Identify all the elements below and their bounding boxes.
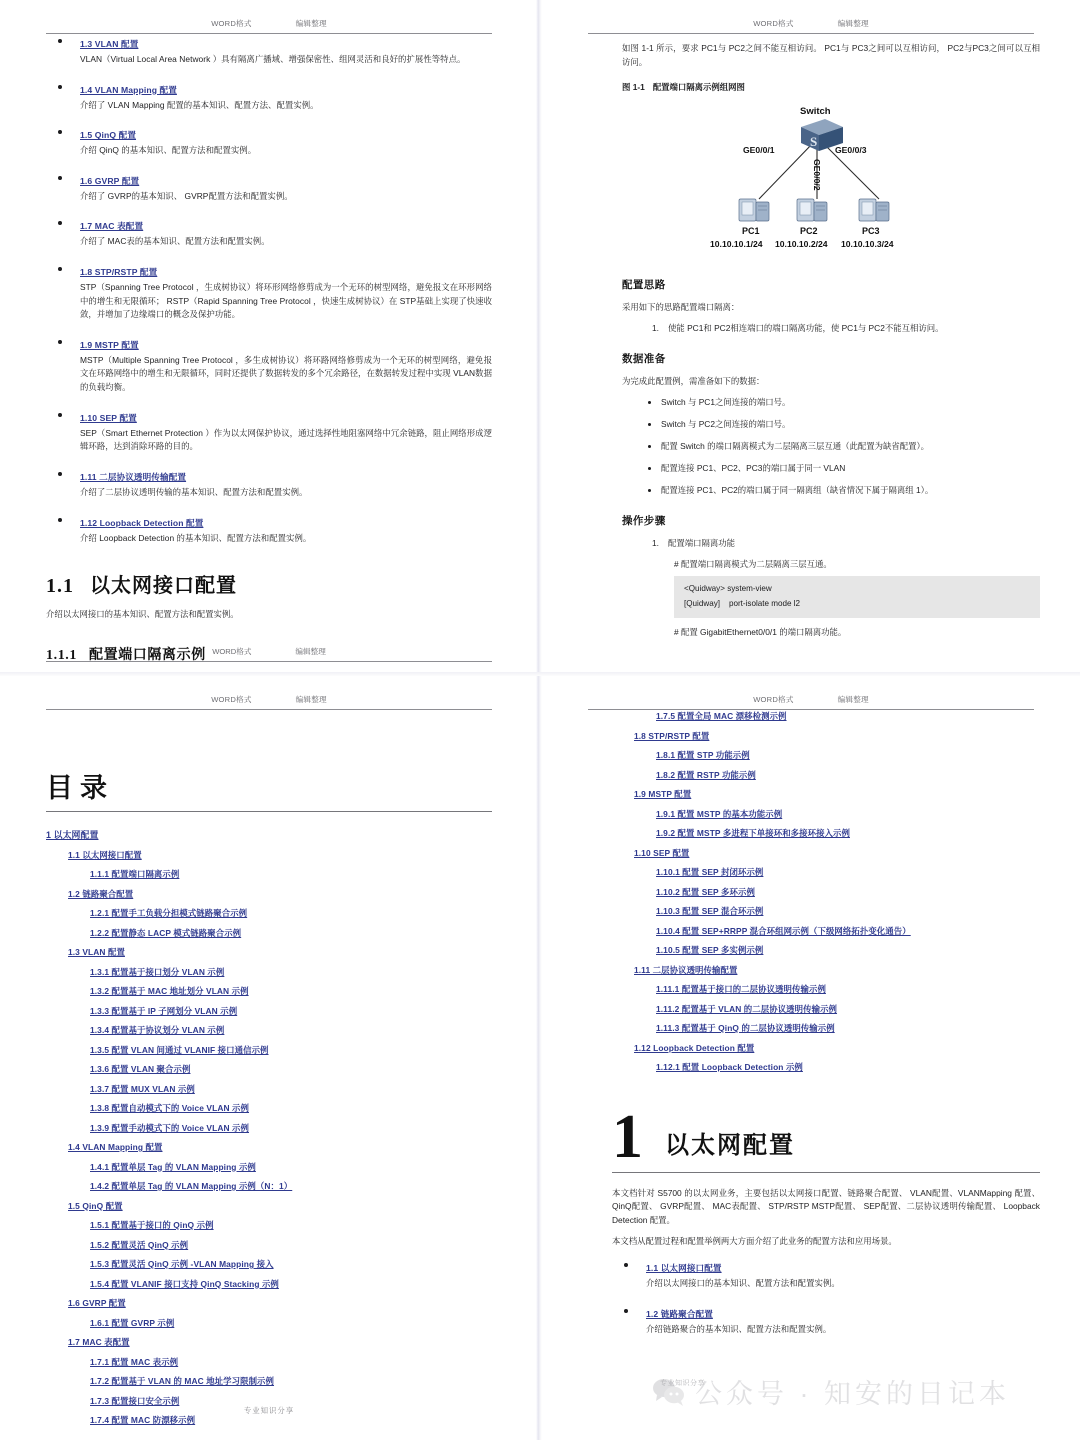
pc-label-3: PC3 <box>862 226 880 237</box>
header-right-label: 编辑整理 <box>295 695 327 704</box>
header-right-label: 编辑整理 <box>837 19 869 28</box>
toc-entry[interactable]: 1.3 VLAN 配置 <box>68 947 125 957</box>
section-title: 以太网接口配置 <box>90 575 237 598</box>
toc-entry[interactable]: 1.7.5 配置全局 MAC 漂移检测示例 <box>656 711 787 721</box>
list-item <box>46 467 492 500</box>
toc-entry[interactable]: 1.11 二层协议透明传输配置 <box>634 964 738 975</box>
toc-entry[interactable]: 1 以太网配置 <box>46 830 99 840</box>
watermark-tiny-text: 专业知识分享 <box>660 1380 705 1387</box>
bullet-description: MSTP（Multiple Spanning Tree Protocol ，多生成树协议）将环路网络修剪成为一个无环的树型网络，避免报文在环路网络中的增生和无限循环，同时还提供了数据转发的多个冗余路径，在数据转发过程中实现 VLAN数据的负载均衡。 <box>80 354 493 393</box>
bullet-description: VLAN（Virtual Local Area Network ）具有隔离广播域、增强保密性、组网灵活和良好的扩展性等特点。 <box>80 54 466 64</box>
toc-entry[interactable]: 1.1.1 配置端口隔离示例 <box>90 869 180 879</box>
page-footer <box>0 1405 538 1416</box>
toc-entry[interactable]: 1.9 MSTP 配置 <box>634 789 692 799</box>
pc-ip-2: 10.10.10.2/24 <box>775 239 828 250</box>
page-header <box>588 0 1034 34</box>
toc-rule <box>46 811 492 812</box>
network-diagram <box>622 97 1040 261</box>
toc-entry[interactable]: 1.10.4 配置 SEP+RRPP 混合环组网示例（下级网络拓扑变化通告） <box>656 925 911 936</box>
toc-link[interactable]: 1.2 链路聚合配置 <box>646 1308 713 1319</box>
list-item <box>46 335 492 395</box>
bullet-description: SEP（Smart Ethernet Protection ）作为以太网保护协议，通过选择性地阻塞网络中冗余链路，阻止网络形成逻辑环路，达到消除环路的目的。 <box>80 427 492 452</box>
chapter-number: 1 <box>612 1103 643 1171</box>
page-top-right <box>542 0 1080 672</box>
toc-link[interactable]: 1.10 SEP 配置 <box>80 412 137 423</box>
toc-list <box>46 828 492 1426</box>
list-item: Switch 与 PC2之间连接的端口号。 <box>648 418 1040 431</box>
bullet-description: 介绍链路聚合的基本知识、配置方法和配置实例。 <box>646 1323 832 1334</box>
toc-entry[interactable]: 1.3.2 配置基于 MAC 地址划分 VLAN 示例 <box>90 986 249 996</box>
heading-operation-steps: 操作步骤 <box>622 515 666 527</box>
feature-bullet-list <box>46 34 492 545</box>
heading-config-idea: 配置思路 <box>622 280 666 292</box>
svg-text:S: S <box>810 134 818 150</box>
toc-entry[interactable]: 1.11.1 配置基于接口的二层协议透明传输示例 <box>656 984 826 994</box>
page-header <box>46 0 492 34</box>
toc-entry[interactable]: 1.3.9 配置手动模式下的 Voice VLAN 示例 <box>90 1122 250 1133</box>
bullet-description: 介绍了 GVRP的基本知识、 GVRP配置方法和配置实例。 <box>80 190 293 201</box>
footer-rule <box>46 661 492 662</box>
page-bottom-left <box>0 676 538 1440</box>
toc-link[interactable]: 1.9 MSTP 配置 <box>80 339 139 350</box>
header-right-label: 编辑整理 <box>837 695 869 704</box>
pc-icon <box>859 199 889 221</box>
intro-paragraph: 如图 1-1 所示，要求 PC1与 PC2之间不能互相访问。 PC1与 PC3之间可以互相访问， PC2与PC3之间可以互相访问。 <box>622 43 1040 67</box>
toc-entry[interactable]: 1.3.8 配置自动模式下的 Voice VLAN 示例 <box>90 1103 250 1113</box>
toc-body <box>0 766 538 1426</box>
toc-entry[interactable]: 1.10.2 配置 SEP 多环示例 <box>656 886 755 897</box>
section-number: 1.1 <box>46 575 74 598</box>
pc-icon <box>797 199 827 221</box>
list-item: 配置连接 PC1、PC2、PC3的端口属于同一 VLAN <box>648 462 1040 475</box>
list-item <box>46 34 492 67</box>
pc-ip-3: 10.10.10.3/24 <box>841 239 894 250</box>
page-footer <box>0 646 538 662</box>
bullet-description: 介绍以太网接口的基本知识、配置方法和配置实例。 <box>646 1278 840 1289</box>
list-item <box>46 216 492 249</box>
bullet-description: 介绍了 MAC表的基本知识、配置方法和配置实例。 <box>80 236 270 247</box>
header-rule <box>588 33 1034 34</box>
command-note: # 配置端口隔离模式为二层隔离三层互通。 <box>674 559 832 570</box>
pc-label-1: PC1 <box>742 226 760 237</box>
pc-ip-1: 10.10.10.1/24 <box>710 239 763 250</box>
toc-entry[interactable]: 1.6.1 配置 GVRP 示例 <box>90 1317 175 1328</box>
toc-entry[interactable]: 1.5.4 配置 VLANIF 接口支持 QinQ Stacking 示例 <box>90 1278 279 1289</box>
page-header <box>46 676 492 710</box>
toc-entry[interactable]: 1.3.3 配置基于 IP 子网划分 VLAN 示例 <box>90 1005 238 1016</box>
data-prep-paragraph: 为完成此配置例，需准备如下的数据： <box>622 376 765 387</box>
toc-entry[interactable]: 1.3.7 配置 MUX VLAN 示例 <box>90 1083 195 1094</box>
network-topology-svg <box>701 101 961 251</box>
toc-entry[interactable]: 1.9.2 配置 MSTP 多进程下单接环和多接环接入示例 <box>656 828 850 838</box>
page-top-right-body <box>542 42 1080 638</box>
footer-note: 专业知识分享 <box>243 1406 295 1415</box>
port-label-3: GE0/0/3 <box>835 145 867 156</box>
bullet-description: 介绍了 VLAN Mapping 配置的基本知识、配置方法、配置实例。 <box>80 99 319 110</box>
toc-entry[interactable]: 1.3.6 配置 VLAN 聚合示例 <box>90 1064 191 1074</box>
list-item: 配置 Switch 的端口隔离模式为二层隔离三层互通（此配置为缺省配置）。 <box>648 440 1040 453</box>
figure-caption <box>622 81 1040 93</box>
toc-link[interactable]: 1.4 VLAN Mapping 配置 <box>80 84 177 95</box>
toc-entry[interactable]: 1.3.1 配置基于接口划分 VLAN 示例 <box>90 966 225 977</box>
code-line: [Quidway] port-isolate mode l2 <box>684 599 801 609</box>
toc-link[interactable]: 1.5 QinQ 配置 <box>80 130 137 141</box>
figure-number: 图 1-1 <box>622 82 645 93</box>
toc-entry[interactable]: 1.11.3 配置基于 QinQ 的二层协议透明传输示例 <box>656 1023 835 1033</box>
footer-left-label: WORD格式 <box>212 647 252 656</box>
list-item: Switch 与 PC1之间连接的端口号。 <box>648 396 1040 409</box>
subsection-number: 1.1.1 <box>46 647 77 663</box>
chapter-header <box>612 1103 1040 1171</box>
list-item: 配置端口隔离功能 <box>668 537 735 548</box>
toc-link[interactable]: 1.12 Loopback Detection 配置 <box>80 517 204 528</box>
port-label-1: GE0/0/1 <box>743 145 775 156</box>
toc-entry[interactable]: 1.3.4 配置基于协议划分 VLAN 示例 <box>90 1025 225 1035</box>
toc-entry[interactable]: 1.7.4 配置 MAC 防漂移示例 <box>90 1415 196 1425</box>
bullet-description: STP（Spanning Tree Protocol ，生成树协议）将环形网络修剪成为一个无环的树型网络，避免报文在环形网络中的增生和无限循环； RSTP（Rapid Spanning Tree Protocol ，快速生成树协议）在 STP基础上实现了快速收敛，并增加了边缘端口的概念及保护功能。 <box>80 282 492 320</box>
list-item <box>46 80 492 113</box>
toc-entry[interactable]: 1.8.1 配置 STP 功能示例 <box>656 750 750 760</box>
list-item <box>46 513 492 546</box>
toc-entry[interactable]: 1.7 MAC 表配置 <box>68 1337 130 1347</box>
page-top-left <box>0 0 538 672</box>
bullet-description: 介绍 QinQ 的基本知识、配置方法和配置实例。 <box>80 145 257 156</box>
subsection-title: 配置端口隔离示例 <box>89 647 206 663</box>
toc-link[interactable]: 1.3 VLAN 配置 <box>80 39 139 49</box>
toc-entry[interactable]: 1.8 STP/RSTP 配置 <box>634 730 710 741</box>
toc-entry[interactable]: 1.12 Loopback Detection 配置 <box>634 1042 755 1053</box>
pc-icon <box>739 199 769 221</box>
toc-entry[interactable]: 1.7.1 配置 MAC 表示例 <box>90 1356 179 1367</box>
toc-entry[interactable]: 1.2.2 配置静态 LACP 模式链路聚合示例 <box>90 927 242 938</box>
list-item <box>46 408 492 454</box>
toc-entry[interactable]: 1.5.3 配置灵活 QinQ 示例 -VLAN Mapping 接入 <box>90 1259 274 1269</box>
list-item <box>46 262 492 322</box>
toc-entry[interactable]: 1.2.1 配置手工负载分担模式链路聚合示例 <box>90 908 248 918</box>
code-block <box>674 576 1040 618</box>
list-item: 使能 PC1和 PC2相连端口的端口隔离功能，使 PC1与 PC2不能互相访问。 <box>668 322 944 333</box>
toc-entry[interactable]: 1.5.1 配置基于接口的 QinQ 示例 <box>90 1220 214 1230</box>
footer-right-label: 编辑整理 <box>295 647 326 656</box>
toc-entry[interactable]: 1.6 GVRP 配置 <box>68 1298 126 1308</box>
list-item <box>46 125 492 158</box>
toc-title: 目录 <box>46 773 114 803</box>
toc-entry[interactable]: 1.10.3 配置 SEP 混合环示例 <box>656 906 764 916</box>
toc-entry[interactable]: 1.10.1 配置 SEP 封闭环示例 <box>656 867 764 877</box>
toc-entry[interactable]: 1.4 VLAN Mapping 配置 <box>68 1142 163 1152</box>
toc-list <box>612 710 1040 1073</box>
header-left-label: WORD格式 <box>211 19 252 28</box>
config-idea-steps <box>652 322 1040 335</box>
bullet-description: 介绍 Loopback Detection 的基本知识、配置方法和配置实例。 <box>80 532 312 543</box>
toc-entry[interactable]: 1.10.5 配置 SEP 多实例示例 <box>656 945 764 955</box>
port-label-2: GE0/0/2 <box>812 159 822 191</box>
toc-entry[interactable]: 1.9.1 配置 MSTP 的基本功能示例 <box>656 808 783 819</box>
pc-label-2: PC2 <box>800 226 818 237</box>
page-bottom-right-body <box>542 710 1080 1336</box>
toc-entry[interactable]: 1.8.2 配置 RSTP 功能示例 <box>656 769 756 780</box>
toc-entry[interactable]: 1.2 链路聚合配置 <box>68 888 134 899</box>
toc-entry[interactable]: 1.3.5 配置 VLAN 间通过 VLANIF 接口通信示例 <box>90 1044 269 1055</box>
toc-link[interactable]: 1.11 二层协议透明传输配置 <box>80 471 187 482</box>
section-paragraph: 介绍以太网接口的基本知识、配置方法和配置实例。 <box>46 609 239 620</box>
figure-title: 配置端口隔离示例组网图 <box>652 82 745 93</box>
toc-entry[interactable]: 1.11.2 配置基于 VLAN 的二层协议透明传输示例 <box>656 1003 838 1014</box>
toc-link[interactable]: 1.8 STP/RSTP 配置 <box>80 267 158 278</box>
chapter-title: 以太网配置 <box>665 1132 795 1159</box>
operation-steps <box>652 537 1040 550</box>
header-rule <box>588 709 1034 710</box>
header-left-label: WORD格式 <box>753 19 794 28</box>
page-header <box>588 676 1034 710</box>
chapter-rule <box>612 1172 1040 1173</box>
page-bottom-right <box>542 676 1080 1440</box>
toc-entry[interactable]: 1.7.3 配置接口安全示例 <box>90 1395 180 1406</box>
toc-entry[interactable]: 1.4.1 配置单层 Tag 的 VLAN Mapping 示例 <box>90 1161 256 1172</box>
config-idea-paragraph: 采用如下的思路配置端口隔离： <box>622 302 740 313</box>
list-item: 配置连接 PC1、PC2的端口属于同一隔离组（缺省情况下属于隔离组 1）。 <box>648 484 1040 497</box>
list-item <box>612 1258 1040 1291</box>
toc-entry[interactable]: 1.5.2 配置灵活 QinQ 示例 <box>90 1239 189 1250</box>
header-rule <box>46 709 492 710</box>
toc-entry[interactable]: 1.4.2 配置单层 Tag 的 VLAN Mapping 示例（N：1） <box>90 1181 293 1191</box>
command-note: # 配置 GigabitEthernet0/0/1 的端口隔离功能。 <box>674 627 847 638</box>
toc-link[interactable]: 1.7 MAC 表配置 <box>80 221 144 232</box>
toc-link[interactable]: 1.1 以太网接口配置 <box>646 1263 722 1274</box>
watermark-text: 公众号 · 知安的日记本 <box>695 1379 1010 1409</box>
toc-entry[interactable]: 1.1 以太网接口配置 <box>68 849 142 860</box>
toc-entry[interactable]: 1.12.1 配置 Loopback Detection 示例 <box>656 1062 803 1072</box>
data-prep-list <box>648 396 1040 497</box>
code-line: <Quidway> system-view <box>684 584 772 594</box>
heading-data-prep: 数据准备 <box>622 354 666 366</box>
bullet-description: 介绍了二层协议透明传输的基本知识、配置方法和配置实例。 <box>80 486 308 497</box>
toc-entry[interactable]: 1.5 QinQ 配置 <box>68 1200 123 1211</box>
chapter-paragraph: 本文档从配置过程和配置举例两大方面介绍了此业务的配置方法和应用场景。 <box>612 1235 897 1246</box>
toc-link[interactable]: 1.6 GVRP 配置 <box>80 175 140 186</box>
page-top-left-body <box>0 34 538 664</box>
section-heading <box>46 569 492 598</box>
header-left-label: WORD格式 <box>753 695 794 704</box>
list-item <box>46 171 492 204</box>
header-right-label: 编辑整理 <box>295 19 327 28</box>
list-item <box>612 1304 1040 1337</box>
toc-entry[interactable]: 1.7.2 配置基于 VLAN 的 MAC 地址学习限制示例 <box>90 1376 275 1386</box>
switch-label: Switch <box>800 106 831 118</box>
chapter-bullet-list <box>612 1258 1040 1336</box>
chapter-paragraph: 本文档针对 S5700 的以太网业务，主要包括以太网接口配置、链路聚合配置、 VLAN配置、VLANMapping 配置、 QinQ配置、 GVRP配置、 MAC表配置、 STP/RSTP MSTP配置、 SEP配置、二层协议透明传输配置、 Loopback Detection 配置。 <box>612 1187 1040 1225</box>
header-left-label: WORD格式 <box>211 695 252 704</box>
toc-entry[interactable]: 1.10 SEP 配置 <box>634 847 690 858</box>
